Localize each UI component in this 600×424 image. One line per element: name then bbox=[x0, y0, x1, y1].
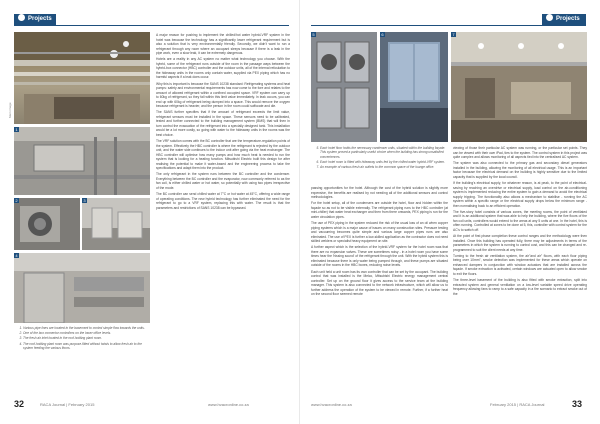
right-page bbox=[300, 0, 600, 424]
caption-item: 6. Each hotel room is fitted with hideaway units fed by the chilled water hybrid-VRF system. bbox=[320, 160, 448, 164]
photo-lounge-office bbox=[451, 32, 587, 142]
body-paragraph: Turning to the fresh air ventilation system, the air"and air" floors, with each floor piping being over 10mm", smoke detection was implemented for these areas which operate on enhanced dampers in conjunction with window actuators that are installed across the façade. If smoke extraction is activated, certain windows are actuated open to allow smoke to exit the floors. bbox=[453, 253, 587, 276]
footer-journal: RACA Journal bbox=[519, 402, 545, 407]
footer-journal: RACA Journal bbox=[40, 402, 66, 407]
body-paragraph: For the hotel setup, all of the condensers are outside the hotel, floor and hidden within the façade so as not to be visible externally. The refrigerant piping runs to the HBC controller (at mini-chiller) that water heat exchanger and then from there onwards, PEX piping is run for the water circulation pipes. bbox=[311, 201, 448, 219]
footer-right bbox=[490, 402, 544, 407]
body-paragraph: The system was also connected to the primary gas and secondary diesel generators installed in the building, allowing the monitoring of all electrical usage. This is an important factor because the electrical demand on the building is highly sensitive due to the limited capacity that is supplied by the local council. bbox=[453, 161, 587, 179]
footer-date: February 2015 bbox=[490, 402, 517, 407]
photo-box-controller bbox=[14, 127, 150, 195]
photo-number-1: 1 bbox=[15, 127, 18, 132]
header-rule bbox=[311, 25, 586, 26]
left-body-column bbox=[156, 33, 290, 393]
section-header-tab bbox=[542, 14, 586, 25]
plant-room-ducts-illustration bbox=[14, 253, 150, 323]
body-paragraph: If the building's electrical supply, for whatever reason, is at peak, to the point of electrical-saving by reaching an overdrive or electrical supply, load control on the air-conditioning system is implemented reducing the entire system to gain a demand to avoid the electrical supply tripping. The functionality also allows a mechanism to stabilise - running the AC system within a specific range or the electrical supply drops below the minimum range - then normalising back to an efficient operation. bbox=[453, 181, 587, 208]
caption-item: 1. Various pipe lines are located in the basement to control simple flow towards the units. bbox=[23, 326, 150, 330]
main-image-side-label: Main image bbox=[8, 102, 12, 118]
photo-number-4: 4 bbox=[15, 253, 18, 258]
footer-date: February 2015 bbox=[68, 402, 95, 407]
photo-roof-plant-room bbox=[82, 198, 150, 250]
right-captions bbox=[311, 146, 448, 170]
body-paragraph: passing opportunities for the hotel. Although the cost of the hybrid solution is slightly more expensive, the benefits are realised by not needing all of the additional sensors and control methodologies. bbox=[311, 186, 448, 199]
photo-plant-room-ducts bbox=[14, 253, 150, 323]
photo-hotel-room bbox=[380, 32, 448, 142]
footer-separator: | bbox=[66, 402, 68, 407]
photo-number-7: 7 bbox=[452, 32, 455, 37]
controller-ceiling-illustration bbox=[14, 127, 150, 195]
left-captions bbox=[14, 326, 150, 351]
lounge-office-illustration bbox=[451, 32, 587, 142]
right-body-column-2 bbox=[453, 146, 587, 396]
condenser-units-illustration bbox=[311, 32, 377, 142]
body-paragraph: The BC controller can send chilled water at 7°C or hot water at 45°C, offering a wide range of operating conditions. The new hybrid technology has further eliminated the need for the refrigerant to go to a VRF system, replacing this with water. The result is that the parameters and restrictions of SANS 10238 can be bypassed. bbox=[156, 192, 290, 210]
section-title: Projects bbox=[556, 16, 580, 22]
section-title: Projects bbox=[28, 16, 52, 22]
hotel-room-illustration bbox=[380, 32, 448, 142]
body-paragraph: The use of PEX piping in the system reduced the risk of the usual loss of an oil when copper piping systems which is a major cause of issues on many construction sites. Pressure testing and vacuuming becomes quite simple and various large copper pipes runs are also eliminated. The use of PEX is further a low-skilled application as the contractor does not need skilled welders or specialist heavy equipment on site. bbox=[311, 221, 448, 244]
body-paragraph: The five-story hotel consists of various zones, the meeting rooms, the point of ventilated and it is an additional system that was able to help the building, where the five floors of the fan coil units, controllers would extend to the areas at any 5 units at one. In the hotel, this is often running. Controlled at zones to be done at 5, this, controller with control system for the AC's to switch off. bbox=[453, 209, 587, 232]
body-paragraph: The three-level basement of the building is also fitted with smoke extraction, split into extracted system and general ventilation on a low-level variable speed drive operating frequency allowing fans to ramp to a safe capacity in a fire scenario to extract smoke out of the bbox=[453, 278, 587, 296]
main-photo-basement-pipes bbox=[14, 32, 150, 124]
caption-item: 2. One of the box connector controllers on the lower office levels. bbox=[23, 331, 150, 335]
header-rule bbox=[14, 25, 289, 26]
photo-number-3: 3 bbox=[83, 198, 86, 203]
body-paragraph: viewing of those their particular AC system was running, or the particular set points. They can be viewed with their own iPad, ties to the system. The control system in this project was quite complex and allows monitoring of all aspects tied into the centralised AC system. bbox=[453, 146, 587, 159]
photo-number-5: 5 bbox=[312, 32, 315, 37]
right-body-column-1 bbox=[311, 186, 448, 396]
section-icon bbox=[18, 14, 25, 21]
photo-condenser-units bbox=[311, 32, 377, 142]
body-paragraph: At the point of first phase completion these control ranges and the methodology were then installed. Once this building has operated fully, there may be adjustments in terms of the parameters in which the system is running to control cost, and this can be changed and re-programmed to suit the client needs at any time. bbox=[453, 234, 587, 252]
body-paragraph: A major reason for pushing to implement the chilled/hot water hybrid-VRF system in the hotel was because the technology has a significantly lower refrigerant requirement but is also a solution that is very environmentally friendly. Secondly, we didn't want to run a refrigerant through any room where an occupant sleeps because if there is a leak in the pipe work, even a slow leak, it can be extremely dangerous. bbox=[156, 33, 290, 55]
body-paragraph: The VRF solution comes with the BC controller that are the temperature-regulation points of the system. Effectively the HBC controller is where the refrigerant is rejected by the outdoor unit, and the water side continues to the indoor unit after going via the heat exchanger. The HBC controller will optimise how many pumps and how much heat is needed to run the system that is looking for a heating function. Mitsubishi Electric built this design for after realising the potential to make it water-based and the engineering process to take the specifications and adapt them into the product. bbox=[156, 139, 290, 171]
basement-pipes-illustration bbox=[14, 32, 150, 124]
body-paragraph: The SANS further specifies that if the amount of refrigerant exceeds the limit value, refrigerant sensors must be installed in the space. These sensors need to be calibrated, tested and further connected to the building management system (BMS) that will then in turn control the evacuation of the refrigerant into a specially designed tank. This installation would be a lot more costly, so going with water to the hideaway units in the rooms was the best choice. bbox=[156, 110, 290, 137]
page-number: 32 bbox=[14, 399, 25, 409]
caption-item: 7. An example of various fresh air outlets to the common space of the lounge office. bbox=[320, 165, 448, 169]
caption-item: 3. The fresh air inlet located in the roof-holding plant room. bbox=[23, 336, 150, 340]
footer-left bbox=[40, 402, 94, 407]
roof-plant-room-illustration bbox=[82, 198, 150, 250]
body-paragraph: Hotels are a reality in any AC system no matter what technology you choose. With the hybrid, some of the refrigerant runs outside of the room in the passage ways between the hybrid-box connector (HBC) controller and the outdoor units, all of the internal reticulation to the hideaway units in the rooms only contain water, supplied via PEX piping which has no harmful aspects if a leak does occur. bbox=[156, 57, 290, 80]
body-paragraph: Each unit held a unit room has its own controller that can be set by the occupant. The building control that was installed is the Melco, Mitsubishi Electric energy management central controller. Set up on the ground floor it gives access to the service team at the building manager. This system is also connected to the network infrastructure, which will allow us to further address the operation of the system to be viewed in remote. Further, if a further heat on the second floor seemed remote bbox=[311, 269, 448, 297]
footer-url[interactable]: www.hvacronline.co.za bbox=[311, 402, 352, 407]
photo-number-2: 2 bbox=[15, 198, 18, 203]
body-paragraph: The only refrigerant in the system runs between the BC controller and the condenser. Everything between the BC controller and the evaporator, now commonly referred to as the fan coil, is either chilled water or hot water, so potentially with using two pipes irrespective of the mode. bbox=[156, 172, 290, 190]
footer-url[interactable]: www.hvacronline.co.za bbox=[208, 402, 249, 407]
body-paragraph: Why this is important is because the SANS 10238 standard: Refrigerating systems and heat pumps: safety and environmental requirements has now come to the fore and relates to the amount of allowed refrigerant within a confined occupied space. VRF system can carry up to 60kg of refrigerant, so they fall within this limit value immediately. In leak occurs, you can end up with 60kg of refrigerant being dumped into a space. This would remove the oxygen because refrigerant is heavier, and the person in the room could suffocate and die. bbox=[156, 81, 290, 109]
section-header-tab bbox=[14, 14, 56, 25]
fresh-air-inlet-illustration bbox=[14, 198, 80, 250]
body-paragraph: A further aspect which is the selection of the hybrid-VRF system for the hotel room was that there are no expansion valves. These are sometimes noisy - in a hotel room you have some times hear the 'hissing sound' of the refrigerant through the unit. With the hybrid system this is eliminated because there is only water being pumped through, and these pumps are situated outside of the rooms in the HBC boxes, reducing noise levels. bbox=[311, 245, 448, 268]
page-number: 33 bbox=[572, 399, 583, 409]
caption-item: 5. Each hotel floor holds the necessary condenser units, situated within the building façade. This system proved a particularly useful choice when the building has strong unsatisfied conveniences. bbox=[320, 146, 448, 159]
caption-item: 4. The roof-holding plant room was purpose-fitted without twists to allow fresh air to the system feeding the various floors. bbox=[23, 342, 150, 351]
footer-separator: | bbox=[517, 402, 519, 407]
section-icon bbox=[546, 14, 553, 21]
photo-fresh-air-inlet bbox=[14, 198, 80, 250]
photo-number-6: 6 bbox=[381, 32, 384, 37]
